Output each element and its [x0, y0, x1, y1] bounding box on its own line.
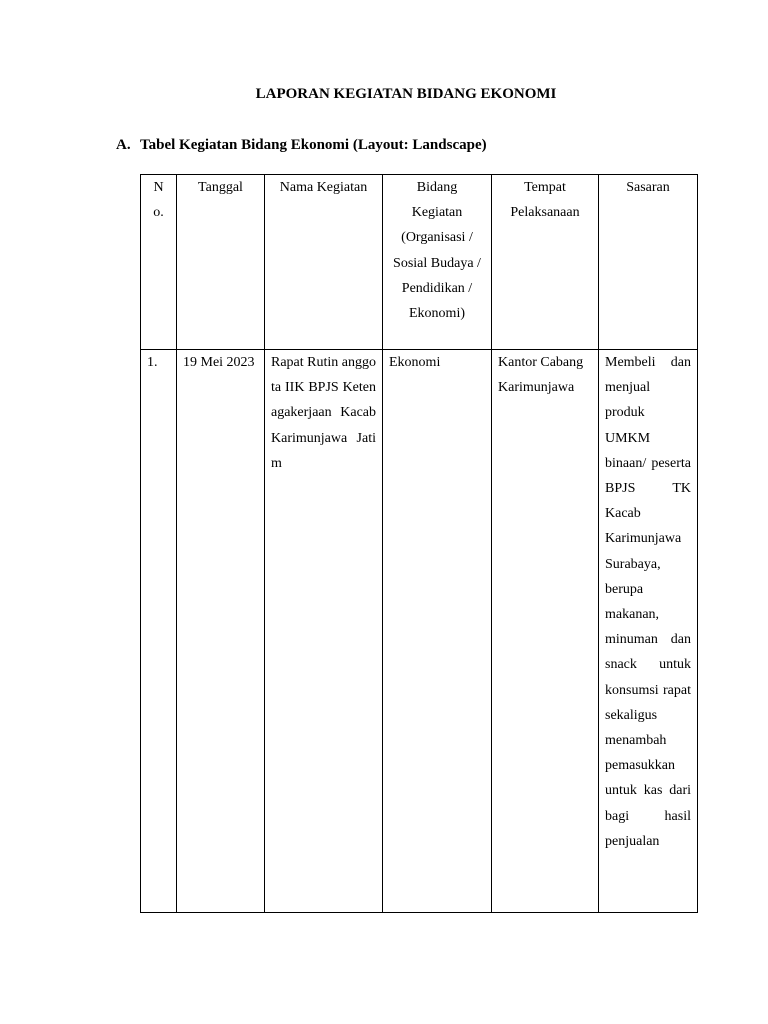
header-tempat-pelaksanaan: Tempat Pelaksanaan: [492, 175, 599, 350]
cell-sasaran: Membeli dan menjual produk UMKM binaan/ peserta BPJS TK Kacab Karimunjawa Surabaya, berupa makanan, minuman dan snack untuk konsumsi rapat sekaligus menambah pemasukkan untuk kas dari bagi hasil penjualan: [599, 350, 698, 913]
header-sasaran: Sasaran: [599, 175, 698, 350]
cell-bidang-kegiatan: Ekonomi: [383, 350, 492, 913]
header-no: No.: [141, 175, 177, 350]
table-header-row: [141, 175, 698, 350]
header-nama-kegiatan: Nama Kegiatan: [265, 175, 383, 350]
section-title: Tabel Kegiatan Bidang Ekonomi (Layout: Landscape): [140, 137, 487, 153]
header-bidang-kegiatan: Bidang Kegiatan (Organisasi / Sosial Budaya / Pendidikan / Ekonomi): [383, 175, 492, 350]
cell-nama-kegiatan: Rapat Rutin anggota IIK BPJS Ketenagakerjaan Kacab Karimunjawa Jatim: [265, 350, 383, 913]
cell-tempat-pelaksanaan: Kantor Cabang Karimunjawa: [492, 350, 599, 913]
activity-table: [140, 174, 698, 913]
cell-no: 1.: [141, 350, 177, 913]
section-heading: [116, 137, 487, 154]
section-letter: A.: [116, 137, 131, 153]
document-title: LAPORAN KEGIATAN BIDANG EKONOMI: [255, 86, 557, 102]
header-tanggal: Tanggal: [177, 175, 265, 350]
table-row: [141, 350, 698, 913]
cell-tanggal: 19 Mei 2023: [177, 350, 265, 913]
